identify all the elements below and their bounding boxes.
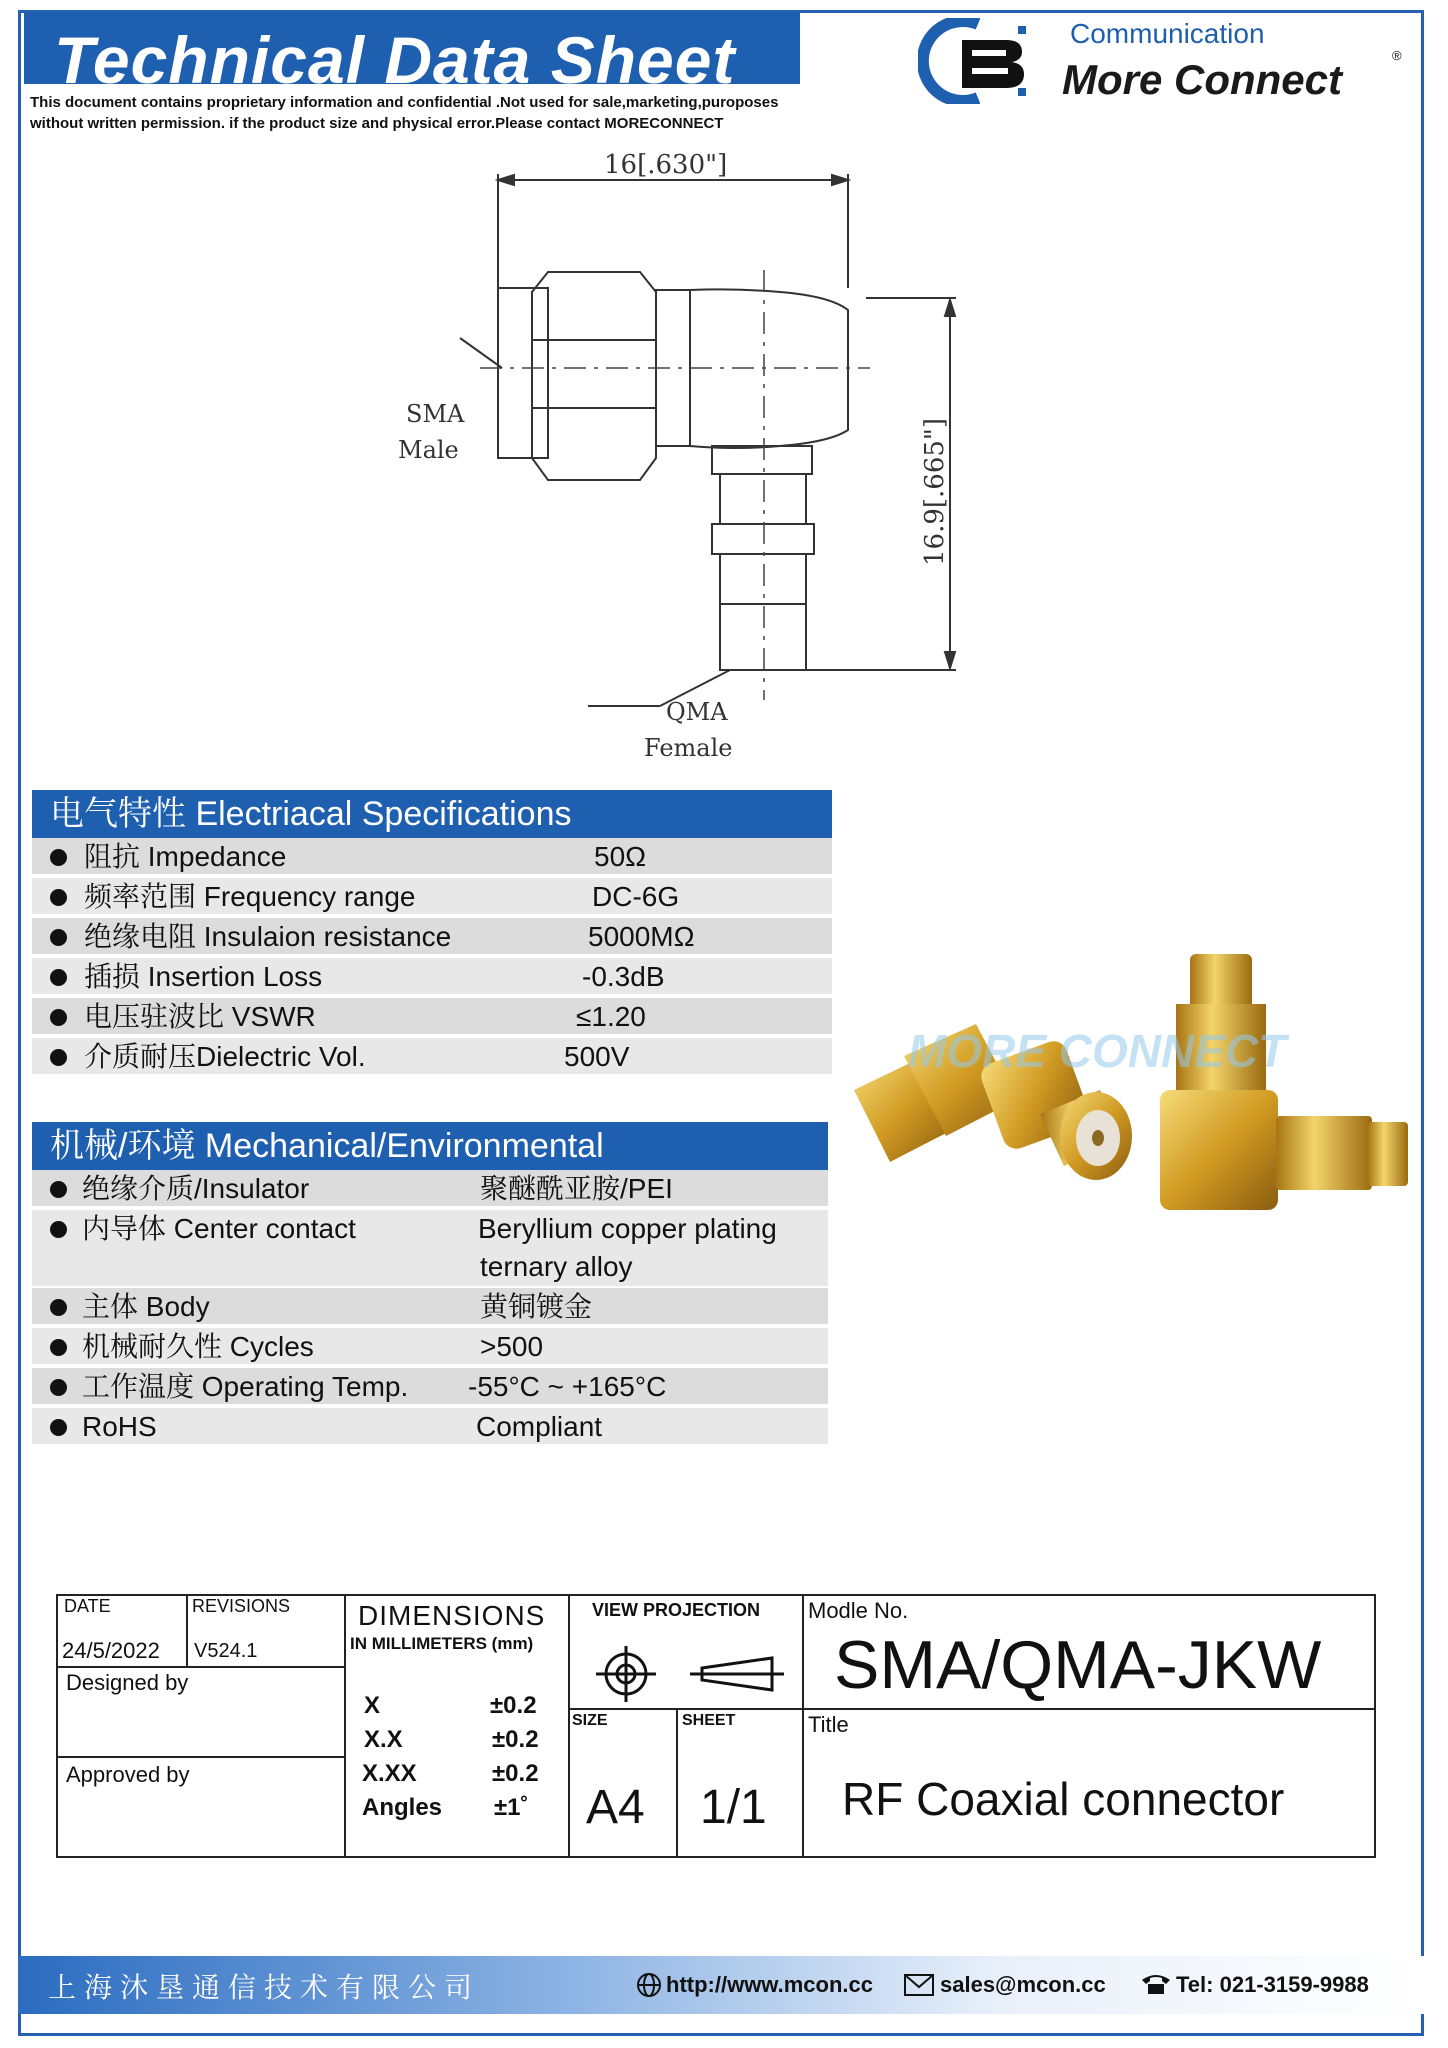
- electrical-specs-heading: 电气特性 Electriacal Specifications: [32, 790, 832, 838]
- spec-value: -55°C ~ +165°C: [468, 1371, 667, 1402]
- spec-value: >500: [480, 1331, 544, 1362]
- bullet-icon: [50, 849, 67, 866]
- spec-row: [32, 1170, 828, 1208]
- tolerance-key: Angles: [362, 1794, 443, 1821]
- company-name: 上海沐垦通信技术有限公司: [48, 1971, 481, 2004]
- spec-row: [32, 1288, 828, 1326]
- bullet-icon: [50, 1009, 67, 1026]
- tolerance-value: ±0.2: [490, 1692, 537, 1719]
- tolerance-value: ±1˚: [494, 1794, 529, 1821]
- approved-by-label: Approved by: [66, 1762, 190, 1787]
- spec-row: [32, 958, 832, 996]
- date-value: 24/5/2022: [62, 1638, 160, 1663]
- spec-label: 阻抗 Impedance: [84, 841, 287, 872]
- spec-value: Compliant: [476, 1411, 603, 1442]
- spec-label: 绝缘电阻 Insulaion resistance: [84, 921, 452, 952]
- email-link[interactable]: sales@mcon.cc: [940, 1972, 1106, 1997]
- spec-label: 电压驻波比 VSWR: [84, 1001, 316, 1032]
- spec-label: 工作温度 Operating Temp.: [82, 1371, 409, 1402]
- male-label: Male: [398, 436, 459, 464]
- phone-number: Tel: 021-3159-9988: [1176, 1972, 1369, 1997]
- date-label: DATE: [64, 1596, 111, 1616]
- divider: [344, 1594, 346, 1858]
- revisions-label: REVISIONS: [192, 1596, 291, 1616]
- disclaimer-line-2: without written permission. if the product size and physical error.Please contact MORECONNECT: [30, 115, 724, 132]
- connector-technical-drawing: [390, 140, 990, 780]
- spec-row: [32, 1210, 828, 1288]
- sheet-value: 1/1: [700, 1781, 767, 1834]
- divider: [568, 1594, 570, 1858]
- spec-value: 500V: [564, 1041, 630, 1072]
- bullet-icon: [50, 969, 67, 986]
- spec-value: ≤1.20: [576, 1001, 646, 1032]
- revisions-value: V524.1: [194, 1640, 258, 1662]
- tolerance-value: ±0.2: [492, 1726, 539, 1753]
- mechanical-specs-heading: 机械/环境 Mechanical/Environmental: [32, 1122, 828, 1170]
- product-title: RF Coaxial connector: [842, 1773, 1285, 1825]
- spec-value-continued: ternary alloy: [480, 1251, 633, 1282]
- title-banner: [24, 12, 800, 97]
- tolerance-key: X: [364, 1692, 381, 1719]
- disclaimer: [30, 92, 820, 134]
- spec-label: 介质耐压Dielectric Vol.: [84, 1041, 366, 1072]
- spec-value: 黄铜镀金: [480, 1291, 593, 1322]
- qma-label: QMA: [666, 698, 728, 726]
- mail-icon: [904, 1974, 934, 1996]
- company-logo-icon: [918, 18, 1038, 104]
- spec-value: Beryllium copper plating: [478, 1213, 777, 1244]
- bullet-icon: [50, 889, 67, 906]
- registered-mark: ®: [1392, 48, 1402, 63]
- bullet-icon: [50, 1181, 67, 1198]
- spec-row: [32, 1368, 828, 1406]
- spec-label: 插损 Insertion Loss: [84, 961, 323, 992]
- photo-watermark: MORE CONNECT: [908, 1025, 1287, 1077]
- model-label: Modle No.: [808, 1598, 909, 1623]
- divider: [186, 1594, 188, 1666]
- spec-label: 内导体 Center contact: [82, 1213, 356, 1244]
- tolerance-key: X.X: [364, 1726, 403, 1753]
- spec-label: RoHS: [82, 1411, 157, 1442]
- view-projection-label: VIEW PROJECTION: [592, 1600, 761, 1620]
- sma-label: SMA: [406, 400, 465, 428]
- logo-text-communication: Communication: [1070, 18, 1265, 49]
- sheet-label: SHEET: [682, 1712, 736, 1729]
- model-number: SMA/QMA-JKW: [834, 1627, 1322, 1703]
- spec-row: [32, 918, 832, 956]
- designed-by-label: Designed by: [66, 1670, 189, 1695]
- bullet-icon: [50, 1419, 67, 1436]
- spec-row: [32, 1328, 828, 1366]
- spec-row: [32, 998, 832, 1036]
- bullet-icon: [50, 929, 67, 946]
- bullet-icon: [50, 1221, 67, 1238]
- disclaimer-line-1: This document contains proprietary information and confidential .Not used for sale,marketing,puroposes: [30, 94, 779, 111]
- spec-value: 聚醚酰亚胺/PEI: [480, 1173, 673, 1204]
- product-photo: [840, 900, 1430, 1280]
- spec-value: DC-6G: [592, 881, 680, 912]
- page-title: Technical Data Sheet: [54, 23, 736, 97]
- website-link[interactable]: http://www.mcon.cc: [666, 1972, 873, 1997]
- bullet-icon: [50, 1379, 67, 1396]
- spec-label: 主体 Body: [82, 1291, 210, 1322]
- divider: [56, 1666, 344, 1668]
- width-dimension: 16[.630"]: [604, 150, 728, 180]
- spec-row: [32, 1038, 832, 1076]
- spec-row: [32, 878, 832, 916]
- globe-icon: [636, 1972, 662, 1998]
- spec-row: [32, 1408, 828, 1446]
- tolerance-key: X.XX: [362, 1760, 417, 1787]
- female-label: Female: [644, 734, 733, 762]
- projection-symbol-icon: [590, 1644, 790, 1704]
- size-label: SIZE: [572, 1712, 608, 1729]
- bullet-icon: [50, 1299, 67, 1316]
- spec-value: 5000MΩ: [588, 921, 695, 952]
- dimensions-label: DIMENSIONS: [358, 1600, 546, 1631]
- dimensions-sub-label: IN MILLIMETERS (mm): [350, 1634, 534, 1653]
- divider: [568, 1708, 1376, 1710]
- phone-icon: [1140, 1972, 1172, 1996]
- spec-row: [32, 838, 832, 876]
- size-value: A4: [586, 1781, 645, 1834]
- title-label: Title: [808, 1712, 849, 1737]
- bullet-icon: [50, 1049, 67, 1066]
- logo-text-brand: More Connect: [1062, 56, 1343, 103]
- divider: [56, 1756, 344, 1758]
- spec-label: 频率范围 Frequency range: [84, 881, 416, 912]
- divider: [802, 1594, 804, 1858]
- divider: [676, 1708, 678, 1858]
- spec-label: 绝缘介质/Insulator: [82, 1173, 310, 1204]
- tolerance-value: ±0.2: [492, 1760, 539, 1787]
- spec-value: -0.3dB: [582, 961, 665, 992]
- spec-value: 50Ω: [594, 841, 647, 872]
- bullet-icon: [50, 1339, 67, 1356]
- height-dimension: 16.9[.665"]: [920, 417, 950, 566]
- spec-label: 机械耐久性 Cycles: [82, 1331, 314, 1362]
